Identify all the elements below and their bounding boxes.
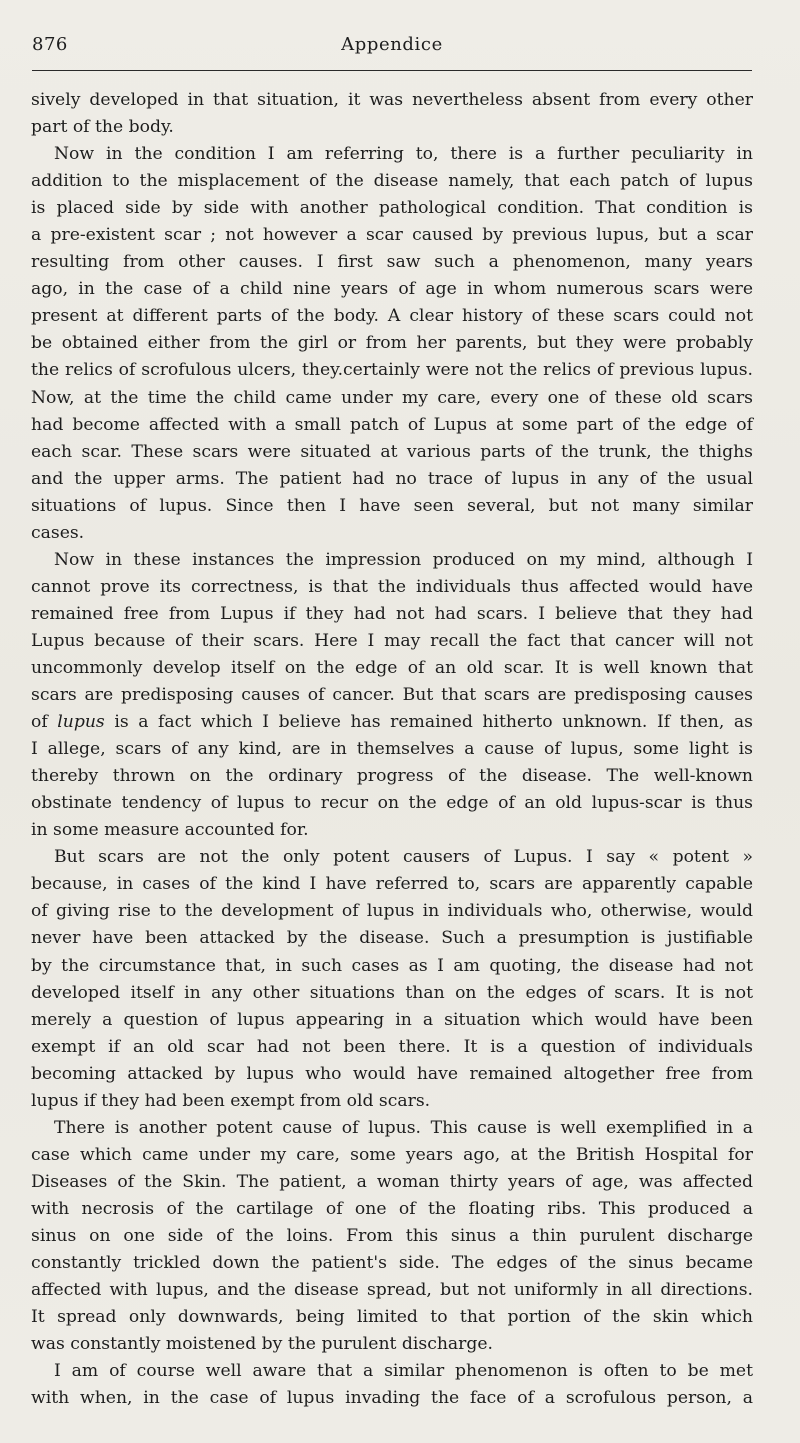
text-line: sively developed in that situation, it was nevertheless absent from every other (31, 90, 753, 110)
text-line: Diseases of the Skin. The patient, a woman thirty years of age, was affected (31, 1171, 753, 1192)
text-line: lupus if they had been exempt from old scars. (31, 1090, 431, 1111)
text-line: It spread only downwards, being limited to that portion of the skin which (31, 1307, 753, 1328)
paragraph-first-line: There is another potent cause of lupus. This cause is well exemplified in a (54, 1117, 753, 1138)
text-line: because, in cases of the kind I have referred to, scars are apparently capable (31, 874, 753, 895)
text-line: constantly trickled down the patient's side. The edges of the sinus became (31, 1253, 753, 1274)
text-line: Now, at the time the child came under my care, every one of these old scars (31, 387, 753, 408)
text-line: each scar. These scars were situated at various parts of the trunk, the thighs (31, 441, 753, 462)
text-line: of giving rise to the development of lupus in individuals who, otherwise, would (31, 901, 753, 922)
text-line: is placed side by side with another pathological condition. That condition is (31, 198, 753, 219)
text-line: scars are predisposing causes of cancer. But that scars are predisposing causes (31, 685, 753, 706)
running-head: Appendice (341, 34, 443, 55)
text-line: developed itself in any other situations than on the edges of scars. It is not (31, 982, 753, 1003)
text-line: present at different parts of the body. A clear history of these scars could not (31, 306, 753, 327)
text-fragment: of (31, 712, 58, 733)
header-rule (32, 70, 752, 71)
paragraph-first-line: I am of course well aware that a similar phenomenon is often to be met (54, 1361, 753, 1382)
body-text (31, 87, 753, 1412)
text-line: cannot prove its correctness, is that the individuals thus affected would have (31, 576, 753, 597)
text-line (31, 709, 753, 736)
text-line: case which came under my care, some years ago, at the British Hospital for (31, 1144, 753, 1165)
paragraph-first-line: Now in the condition I am referring to, there is a further peculiarity in (54, 144, 753, 165)
text-line: Lupus because of their scars. Here I may recall the fact that cancer will not (31, 630, 753, 651)
text-line: part of the body. (31, 117, 174, 138)
text-line: thereby thrown on the ordinary progress of the disease. The well-known (31, 766, 753, 787)
text-line: with necrosis of the cartilage of one of the floating ribs. This produced a (31, 1198, 753, 1219)
text-line: remained free from Lupus if they had not had scars. I believe that they had (31, 603, 753, 624)
text-line: situations of lupus. Since then I have seen several, but not many similar (31, 495, 753, 516)
text-line: was constantly moistened by the purulent discharge. (31, 1334, 494, 1355)
text-line: obstinate tendency of lupus to recur on the edge of an old lupus-scar is thus (31, 793, 753, 814)
text-line: be obtained either from the girl or from her parents, but they were probably (31, 333, 753, 354)
text-line: becoming attacked by lupus who would have remained altogether free from (31, 1063, 753, 1084)
text-line: ago, in the case of a child nine years of age in whom numerous scars were (31, 279, 753, 300)
text-line: never have been attacked by the disease. Such a presumption is justifiable (31, 928, 753, 949)
text-line: I allege, scars of any kind, are in themselves a cause of lupus, some light is (31, 739, 753, 760)
text-line: resulting from other causes. I first saw such a phenomenon, many years (31, 252, 753, 273)
italic-term: lupus (57, 712, 105, 733)
text-line: the relics of scrofulous ulcers, they.certainly were not the relics of previous lupus. (31, 360, 753, 381)
text-line: in some measure accounted for. (31, 820, 309, 841)
paragraph-first-line: But scars are not the only potent causers of Lupus. I say « potent » (54, 847, 753, 868)
text-line: had become affected with a small patch of Lupus at some part of the edge of (31, 414, 753, 435)
text-fragment: is a fact which I believe has remained hitherto unknown. If then, as (104, 712, 753, 733)
text-line: with when, in the case of lupus invading the face of a scrofulous person, a (31, 1388, 753, 1409)
text-line: exempt if an old scar had not been there. It is a question of individuals (31, 1036, 753, 1057)
text-line: cases. (31, 522, 85, 543)
text-line: and the upper arms. The patient had no trace of lupus in any of the usual (31, 468, 753, 489)
text-line: affected with lupus, and the disease spread, but not uniformly in all directions. (31, 1280, 753, 1301)
page-number: 876 (32, 34, 68, 55)
text-line: uncommonly develop itself on the edge of an old scar. It is well known that (31, 657, 753, 678)
text-line: merely a question of lupus appearing in a situation which would have been (31, 1009, 753, 1030)
text-line: a pre-existent scar ; not however a scar caused by previous lupus, but a scar (31, 225, 753, 246)
text-line: by the circumstance that, in such cases as I am quoting, the disease had not (31, 955, 753, 976)
text-line: sinus on one side of the loins. From this sinus a thin purulent discharge (31, 1225, 753, 1246)
text-line: addition to the misplacement of the disease namely, that each patch of lupus (31, 171, 753, 192)
page-header (32, 28, 752, 62)
paragraph-first-line: Now in these instances the impression produced on my mind, although I (54, 549, 753, 570)
